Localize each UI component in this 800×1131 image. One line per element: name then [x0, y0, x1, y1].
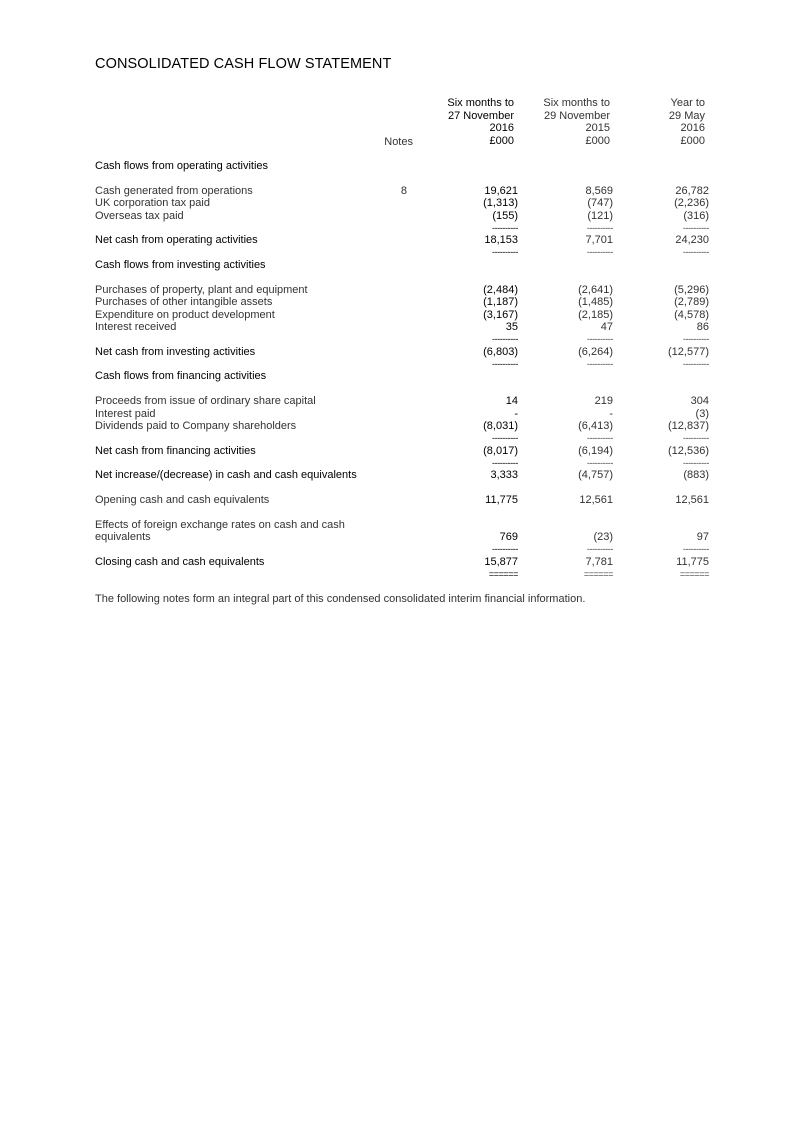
row-label: Interest received	[95, 321, 177, 333]
column-header-line: £000	[680, 134, 705, 147]
value-current: (1,187)	[483, 296, 518, 308]
row-label: Purchases of property, plant and equipment	[95, 284, 308, 296]
value-year: 11,775	[676, 556, 709, 568]
row-label: Overseas tax paid	[95, 210, 184, 222]
value-year: (12,577)	[668, 346, 709, 358]
separator-line: ----------	[587, 433, 613, 443]
value-current: 18,153	[484, 234, 518, 246]
value-year: (2,789)	[674, 296, 709, 308]
value-prior: (1,485)	[578, 296, 613, 308]
total-row	[0, 469, 800, 482]
value-year: 304	[690, 395, 709, 407]
separator-line: ----------	[683, 223, 709, 233]
value-prior: 7,781	[585, 556, 613, 568]
separator-line: ----------	[587, 247, 613, 257]
value-current: (155)	[492, 210, 518, 222]
double-separator-line: ======	[488, 569, 518, 579]
value-prior: 12,561	[579, 494, 613, 506]
row-label: Cash flows from operating activities	[95, 160, 269, 172]
double-separator-line: ======	[583, 569, 613, 579]
column-header-line: 2016	[680, 122, 705, 135]
value-year: 12,561	[675, 494, 709, 506]
total-row	[0, 445, 800, 458]
separator-line: ----------	[683, 334, 709, 344]
row-label: Net cash from financing activities	[95, 445, 256, 457]
value-current: 15,877	[484, 556, 518, 568]
value-prior: (2,185)	[578, 309, 613, 321]
column-header-line: Six months to	[447, 97, 514, 109]
separator-line: ----------	[587, 223, 613, 233]
row-label: Net increase/(decrease) in cash and cash equivalents	[95, 469, 357, 481]
row-label: Closing cash and cash equivalents	[95, 556, 265, 568]
table-row	[0, 321, 800, 334]
page-title: CONSOLIDATED CASH FLOW STATEMENT	[95, 56, 392, 72]
separator-line: ----------	[492, 433, 518, 443]
value-year: (3)	[695, 408, 709, 420]
column-header-line: Year to	[670, 97, 705, 109]
value-prior: (6,264)	[578, 346, 613, 358]
column-header-line: 2015	[585, 122, 610, 135]
value-year: (12,837)	[668, 420, 709, 432]
value-year: (4,578)	[674, 309, 709, 321]
table-row	[0, 210, 800, 223]
value-prior: 7,701	[585, 234, 613, 246]
value-current: (2,484)	[483, 284, 518, 296]
column-header-year	[611, 97, 705, 147]
row-label: Opening cash and cash equivalents	[95, 494, 270, 506]
value-current: (8,017)	[483, 445, 518, 457]
column-header-prior	[515, 97, 610, 147]
row-label: UK corporation tax paid	[95, 197, 210, 209]
separator-line: ----------	[492, 359, 518, 369]
row-label: Proceeds from issue of ordinary share capital	[95, 395, 316, 407]
row-label: Net cash from operating activities	[95, 234, 258, 246]
value-year: (2,236)	[674, 197, 709, 209]
table-row	[0, 531, 800, 544]
separator-line: ----------	[587, 334, 613, 344]
table-row	[0, 395, 800, 408]
row-label: equivalents	[95, 531, 151, 543]
row-label: Effects of foreign exchange rates on cash and cash	[95, 519, 345, 531]
row-label: Purchases of other intangible assets	[95, 296, 273, 308]
value-prior: (4,757)	[578, 469, 613, 481]
value-current: (8,031)	[483, 420, 518, 432]
value-current: (1,313)	[483, 197, 518, 209]
section-heading-investing	[0, 259, 800, 272]
row-label: Cash flows from investing activities	[95, 259, 266, 271]
table-row	[0, 296, 800, 309]
table-row	[0, 494, 800, 507]
value-current: -	[514, 408, 518, 420]
value-prior: (6,413)	[578, 420, 613, 432]
value-prior: (121)	[587, 210, 613, 222]
separator-line: ----------	[587, 544, 613, 554]
value-prior: 219	[594, 395, 613, 407]
footnote: The following notes form an integral part of this condensed consolidated interim financial information.	[95, 593, 586, 605]
value-current: (3,167)	[483, 309, 518, 321]
value-current: (6,803)	[483, 346, 518, 358]
separator-line: ----------	[683, 247, 709, 257]
value-prior: (6,194)	[578, 445, 613, 457]
separator-line: ----------	[492, 247, 518, 257]
separator-line: ----------	[492, 223, 518, 233]
table-row	[0, 420, 800, 433]
notes-column-header: Notes	[384, 136, 413, 148]
value-year: 24,230	[675, 234, 709, 246]
value-year: 97	[696, 531, 709, 543]
column-header-line: 29 November	[543, 109, 610, 122]
separator-line: ----------	[492, 544, 518, 554]
row-label: Dividends paid to Company shareholders	[95, 420, 297, 432]
row-label: Expenditure on product development	[95, 309, 275, 321]
separator-line: ----------	[492, 458, 518, 468]
column-header-line: £000	[585, 134, 610, 147]
column-header-line: 2016	[489, 122, 514, 135]
separator-line: ----------	[683, 433, 709, 443]
value-prior: (23)	[593, 531, 613, 543]
row-label: Cash generated from operations	[95, 185, 253, 197]
total-row	[0, 346, 800, 359]
column-header-line: £000	[489, 134, 514, 147]
value-year: 86	[696, 321, 709, 333]
separator-line: ----------	[587, 359, 613, 369]
column-header-current	[420, 97, 514, 147]
value-prior: (747)	[587, 197, 613, 209]
section-heading-operating	[0, 160, 800, 173]
value-year: (316)	[683, 210, 709, 222]
value-year: 26,782	[675, 185, 709, 197]
row-label: Interest paid	[95, 408, 156, 420]
row-label: Net cash from investing activities	[95, 346, 256, 358]
column-header-line: 29 May	[668, 109, 705, 122]
row-note-ref: 8	[400, 185, 407, 197]
column-header-line: 27 November	[447, 109, 514, 122]
value-prior: 47	[600, 321, 613, 333]
value-prior: -	[609, 408, 613, 420]
separator-line: ----------	[683, 359, 709, 369]
total-row	[0, 234, 800, 247]
value-current: 769	[499, 531, 518, 543]
value-year: (883)	[683, 469, 709, 481]
value-current: 14	[505, 395, 518, 407]
section-heading-financing	[0, 370, 800, 383]
value-prior: 8,569	[585, 185, 613, 197]
value-current: 11,775	[485, 494, 518, 506]
value-year: (5,296)	[674, 284, 709, 296]
total-row	[0, 556, 800, 569]
separator-line: ----------	[587, 458, 613, 468]
table-row	[0, 197, 800, 210]
value-current: 19,621	[484, 185, 518, 197]
column-header-line: Six months to	[543, 97, 610, 109]
value-current: 35	[505, 321, 518, 333]
row-label: Cash flows from financing activities	[95, 370, 267, 382]
value-prior: (2,641)	[578, 284, 613, 296]
separator-line: ----------	[492, 334, 518, 344]
value-year: (12,536)	[668, 445, 709, 457]
separator-line: ----------	[683, 544, 709, 554]
separator-line: ----------	[683, 458, 709, 468]
value-current: 3,333	[490, 469, 518, 481]
double-separator-line: ======	[679, 569, 709, 579]
